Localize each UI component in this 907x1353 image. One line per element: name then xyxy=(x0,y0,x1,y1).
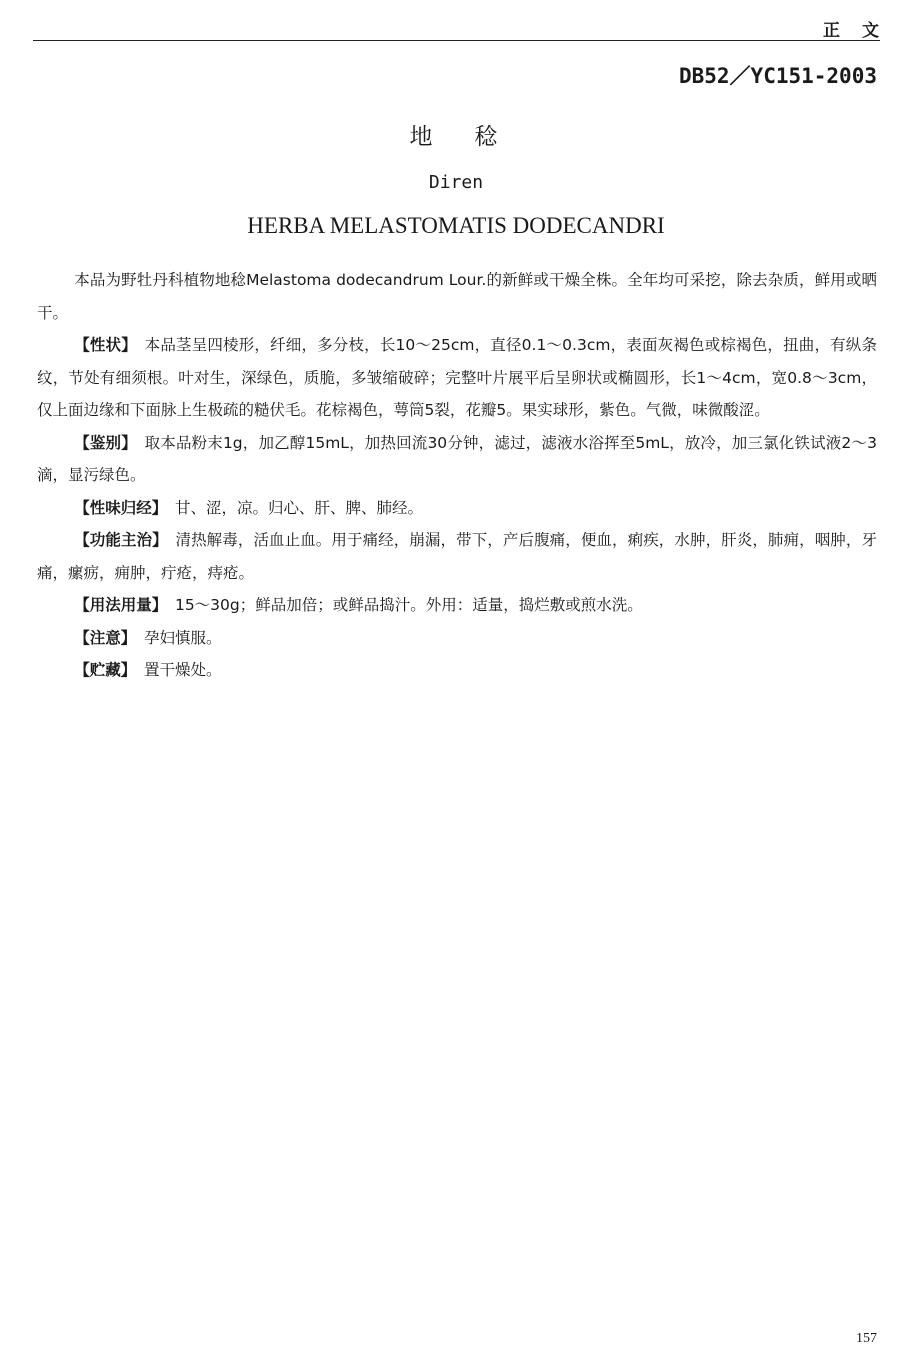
section-label: 【功能主治】 xyxy=(74,531,168,549)
standard-number: DB52／YC151-2003 xyxy=(678,64,877,88)
page-title: 地稔 xyxy=(409,124,540,150)
section-text: 清热解毒，活血止血。用于痛经，崩漏，带下，产后腹痛，便血，痢疾，水肿，肝炎，肺痈，咽肿，牙痛，瘰疬，痈肿，疔疮，痔疮。 xyxy=(37,531,877,582)
section-precaution xyxy=(37,622,877,655)
header-divider xyxy=(33,40,880,41)
section-text: 甘、涩，凉。归心、肝、脾、肺经。 xyxy=(174,498,423,517)
intro-paragraph: 本品为野牡丹科植物地稔Melastoma dodecandrum Lour.的新鲜或干燥全株。全年均可采挖，除去杂质，鲜用或晒干。 xyxy=(37,271,877,322)
section-nature-channel xyxy=(37,492,877,525)
section-text: 本品茎呈四棱形，纤细，多分枝，长10～25cm，直径0.1～0.3cm，表面灰褐色或棕褐色，扭曲，有纵条纹，节处有细须根。叶对生，深绿色，质脆，多皱缩破碎；完整叶片展平后呈卵状或椭圆形，长1～4cm，宽0.8～3cm，仅上面边缘和下面脉上生极疏的糙伏毛。花棕褐色，萼筒5裂，花瓣5。果实球形，紫色。气微，味微酸涩。 xyxy=(37,336,877,419)
running-header-label: 正文 xyxy=(823,21,901,41)
title-pinyin: Diren xyxy=(428,172,484,193)
section-label: 【贮藏】 xyxy=(74,661,137,679)
section-text: 置干燥处。 xyxy=(143,661,222,679)
section-text: 取本品粉末1g，加乙醇15mL，加热回流30分钟，滤过，滤液水浴挥至5mL，放冷，加三氯化铁试液2～3滴，显污绿色。 xyxy=(37,433,877,484)
section-text: 15～30g；鲜品加倍；或鲜品捣汁。外用：适量，捣烂敷或煎水洗。 xyxy=(174,596,643,614)
page-number: 157 xyxy=(856,1331,877,1346)
section-identification xyxy=(37,427,877,492)
section-description xyxy=(37,329,877,427)
section-label: 【注意】 xyxy=(74,628,137,647)
section-label: 【性状】 xyxy=(74,336,137,354)
monograph-body xyxy=(37,264,877,687)
section-function-indication xyxy=(37,524,877,589)
section-label: 【用法用量】 xyxy=(74,596,168,614)
section-text: 孕妇慎服。 xyxy=(143,628,222,647)
title-latin-name: HERBA MELASTOMATIS DODECANDRI xyxy=(247,213,665,238)
section-storage xyxy=(37,654,877,687)
section-label: 【鉴别】 xyxy=(74,433,137,452)
section-label: 【性味归经】 xyxy=(74,498,168,517)
section-dosage xyxy=(37,589,877,622)
